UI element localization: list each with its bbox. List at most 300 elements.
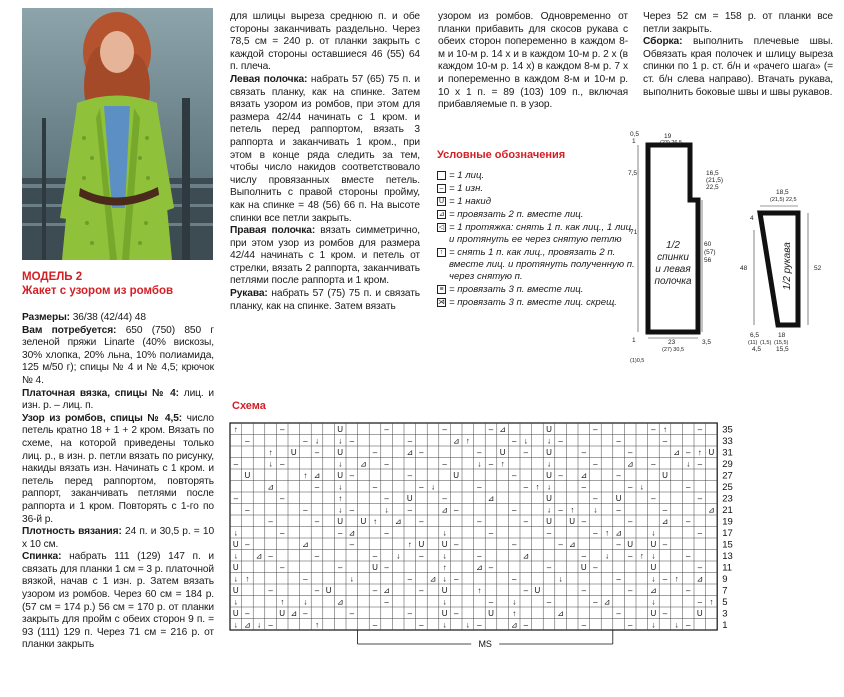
chart-stitch-symbol: – <box>407 505 413 515</box>
chart-stitch-symbol: – <box>279 563 285 572</box>
chart-stitch-symbol: U <box>360 517 367 526</box>
chart-stitch-symbol: – <box>268 517 273 526</box>
dim-top-0-5: 0,5 <box>630 131 640 138</box>
chart-stitch-symbol: ⊿ <box>452 436 460 446</box>
chart-stitch-symbol: ↓ <box>233 528 238 538</box>
chart-stitch-symbol: U <box>337 517 344 526</box>
sleeve-continued: узором из ромбов. Одновременно от планки прибавить для скосов рукава с обеих сторон попеременно в каждом 8-м и 10-м р. 14 х и в каждом 10-м р. 2 х (в каждом 10-м р. 14 х) в каждом 8-м р. 7 х и попеременно в каждом 8-м и 10-м р. 10 х 1 п. = 89 (103) 109 п., включая прибавляемые п. в узор. <box>438 11 628 111</box>
chart-stitch-symbol: ↓ <box>303 597 308 607</box>
chart-stitch-symbol: U <box>569 517 576 526</box>
chart-stitch-symbol: ↓ <box>233 620 238 630</box>
dim-sleeve-4: 4 <box>750 215 754 222</box>
chart-stitch-symbol: ↓ <box>651 551 656 561</box>
chart-stitch-symbol: – <box>407 609 413 618</box>
chart-stitch-symbol: U <box>337 471 344 480</box>
chart-stitch-symbol: – <box>268 551 273 561</box>
chart-stitch-symbol: ⊿ <box>267 482 274 492</box>
chart-stitch-symbol: – <box>233 459 239 469</box>
chart-stitch-symbol: – <box>662 540 668 549</box>
chart-stitch-symbol: ⊿ <box>626 459 634 469</box>
legend-text: = 1 накид <box>449 196 492 207</box>
legend-symbol: ⊿ <box>438 211 445 218</box>
legend-symbol <box>437 171 446 180</box>
chart-row-number: 1 <box>722 620 728 631</box>
chart-stitch-symbol: – <box>488 528 494 538</box>
chart-stitch-symbol: ↓ <box>686 459 691 469</box>
chart-stitch-symbol: – <box>685 482 691 492</box>
chart-stitch-symbol: – <box>372 448 378 457</box>
chart-stitch-symbol: U <box>441 609 448 618</box>
chart-stitch-symbol: ↑ <box>709 597 714 607</box>
chart-stitch-symbol: ⊿ <box>348 528 356 538</box>
chart-stitch-symbol: – <box>268 620 273 630</box>
chart-row-number: 35 <box>722 424 733 436</box>
chart-stitch-symbol: U <box>546 448 552 457</box>
chart-stitch-symbol: U <box>546 494 552 503</box>
chart-stitch-symbol: – <box>279 425 285 434</box>
chart-stitch-symbol: U <box>372 563 378 572</box>
chart-stitch-symbol: ↓ <box>233 597 238 607</box>
chart-stitch-symbol: – <box>477 482 482 492</box>
dim-shoulder-alt: (23) 26,5 <box>660 140 683 146</box>
instructions-column-1 <box>22 312 214 652</box>
chart-stitch-symbol: U <box>406 494 413 503</box>
dim-sleeve-48: 48 <box>740 265 748 272</box>
chart-stitch-symbol: ↓ <box>442 551 447 561</box>
legend-symbol: ≡ <box>437 285 446 294</box>
chart-stitch-symbol: – <box>685 586 691 595</box>
chart-stitch-symbol: ⊿ <box>302 540 309 549</box>
chart-stitch-symbol: – <box>488 425 494 434</box>
chart-stitch-symbol: ↓ <box>477 459 482 469</box>
chart-stitch-symbol: U <box>418 540 425 549</box>
chart-stitch-symbol: U <box>546 517 552 526</box>
chart-stitch-symbol: U <box>337 425 344 434</box>
chart-stitch-symbol: ↓ <box>384 505 389 515</box>
chart-stitch-symbol: ↓ <box>547 459 551 469</box>
chart-stitch-symbol: ↓ <box>338 459 343 469</box>
dim-armhole-alt: (21,5) <box>706 177 723 184</box>
chart-stitch-symbol: ⊿ <box>394 517 402 526</box>
chart-stitch-symbol: U <box>696 609 703 618</box>
chart-stitch-symbol: ↑ <box>570 505 575 515</box>
chart-stitch-symbol: – <box>523 482 529 492</box>
body-label-4: полочка <box>654 276 692 287</box>
chart-stitch-symbol: – <box>372 586 378 595</box>
chart-stitch-symbol: – <box>685 517 691 526</box>
left-front-label: Левая полочка: <box>230 73 308 85</box>
dim-sleeve-top-alt: (21,5) 22,5 <box>770 197 797 203</box>
chart-stitch-symbol: ↓ <box>651 574 656 584</box>
chart-stitch-symbol: – <box>407 436 413 446</box>
chart-stitch-symbol: – <box>627 551 633 561</box>
chart-stitch-symbol: – <box>477 448 482 457</box>
chart-stitch-symbol: U <box>615 494 622 503</box>
dim-width-alt: (27) 30,5 <box>662 347 685 353</box>
chart-stitch-symbol: – <box>627 517 633 526</box>
chart-stitch-symbol: – <box>453 540 459 549</box>
chart-stitch-symbol: ↑ <box>512 609 517 618</box>
chart-stitch-symbol: – <box>453 505 459 515</box>
chart-stitch-symbol: – <box>511 505 517 515</box>
chart-stitch-symbol: – <box>593 459 598 469</box>
legend-text: = провязать 3 п. вместе лиц. скрещ. <box>449 297 617 308</box>
chart-stitch-symbol: – <box>523 620 529 630</box>
chart-stitch-symbol: – <box>627 586 633 595</box>
legend-symbol: ◁ <box>438 224 445 231</box>
chart-stitch-symbol: ⊿ <box>696 574 704 584</box>
chart-stitch-symbol: – <box>279 528 285 538</box>
chart-stitch-symbol: U <box>244 471 251 480</box>
sleeve-text: набрать 57 (75) 75 п. и связать планку, как на спинке. Затем вязать <box>230 288 421 312</box>
chart-stitch-symbol: – <box>662 609 668 618</box>
sizes-text: 36/38 (42/44) 48 <box>72 312 146 323</box>
instructions-column-4 <box>643 11 833 99</box>
chart-stitch-symbol: U <box>325 586 332 595</box>
chart-stitch-symbol: ⊿ <box>441 505 448 515</box>
dim-bottom-alt: (1)0,5 <box>630 358 645 364</box>
chart-stitch-symbol: – <box>314 482 320 492</box>
chart-stitch-symbol: U <box>546 425 552 434</box>
knitting-chart <box>228 420 738 680</box>
legend-item <box>437 209 637 221</box>
chart-stitch-symbol: – <box>616 471 621 480</box>
chart-stitch-symbol: – <box>245 436 250 446</box>
chart-row-number: 15 <box>722 539 733 551</box>
legend-text: = провязать 2 п. вместе лиц. <box>449 209 584 220</box>
legend-symbol: ⋊ <box>438 299 445 306</box>
chart-stitch-symbol: ↑ <box>605 528 609 538</box>
chart-stitch-symbol: ⊿ <box>313 471 321 480</box>
sizes-label: Размеры: <box>22 312 70 323</box>
right-front-label: Правая полочка: <box>230 225 316 237</box>
chart-stitch-symbol: U <box>708 448 715 457</box>
legend-text: = снять 1 п. как лиц., провязать 2 п. вместе лиц. и протянуть полученную п. через снятую п. <box>449 247 635 282</box>
chart-row-number: 33 <box>722 436 733 447</box>
dim-sleeve-bottom: 18 <box>778 332 786 339</box>
density-text: 24 п. и 30,5 р. = 10 х 10 см. <box>22 526 215 550</box>
chart-stitch-symbol: – <box>593 425 598 434</box>
chart-stitch-symbol: – <box>558 471 563 480</box>
chart-stitch-symbol: ↑ <box>338 494 343 503</box>
legend-symbol: U <box>438 198 445 205</box>
chart-stitch-symbol: – <box>349 436 355 446</box>
chart-stitch-symbol: ↑ <box>268 448 273 457</box>
chart-row-number: 9 <box>722 574 728 585</box>
chart-stitch-symbol: ↑ <box>663 425 667 434</box>
right-front-text: вязать симметрично, при этом узор из ромбов для размера 42/44 начинать с 1 кром. и петель от стрелки, вязать 2 раппорта, заканчивать петлями после раппорта и 1 кром. <box>230 225 420 287</box>
density-label: Плотность вязания: <box>22 526 122 538</box>
chart-stitch-symbol: – <box>593 563 598 572</box>
garter-text: лиц. и изн. р. – лиц. п. <box>22 387 214 412</box>
chart-stitch-symbol: ↑ <box>245 574 250 584</box>
chart-stitch-symbol: ↓ <box>651 528 656 538</box>
chart-stitch-symbol: ↓ <box>674 620 679 630</box>
sleeve-label: 1/2 рукава <box>782 242 793 290</box>
chart-stitch-symbol: – <box>245 505 250 515</box>
chart-row-number: 27 <box>722 470 733 482</box>
chart-stitch-symbol: – <box>384 528 389 538</box>
chart-stitch-symbol: U <box>441 586 448 595</box>
chart-stitch-symbol: ↓ <box>442 574 447 584</box>
chart-stitch-symbol: – <box>581 482 587 492</box>
chart-stitch-symbol: ↓ <box>465 620 470 630</box>
assembly-text: выполнить плечевые швы. Обвязать края полочек и шлицу выреза спинки по 1 р. ст. б/н и «рачего шага» (= ст. б/н слева направо). Втачать рукава, выполнить боковые швы и швы рукавов. <box>643 36 833 98</box>
chart-stitch-symbol: ↑ <box>697 448 702 457</box>
chart-stitch-symbol: ⊿ <box>244 620 251 630</box>
chart-stitch-symbol: ↓ <box>651 597 656 607</box>
chart-stitch-symbol: ↓ <box>651 620 656 630</box>
chart-stitch-symbol: ↓ <box>547 482 551 492</box>
assembly-label: Сборка: <box>643 36 683 48</box>
chart-stitch-symbol: – <box>314 551 320 561</box>
chart-stitch-symbol: – <box>651 494 656 503</box>
chart-stitch-symbol: – <box>477 620 482 630</box>
chart-stitch-symbol: – <box>337 563 343 572</box>
chart-stitch-symbol: – <box>511 540 517 549</box>
chart-stitch-symbol: ↓ <box>349 574 354 584</box>
legend-symbol: ↑ <box>437 248 446 257</box>
chart-stitch-symbol: U <box>279 609 286 618</box>
chart-stitch-symbol: – <box>419 448 424 457</box>
chart-stitch-symbol: U <box>534 586 541 595</box>
chart-row-number: 21 <box>722 505 733 516</box>
chart-stitch-symbol: ⊿ <box>429 574 437 584</box>
legend-item <box>437 297 637 309</box>
chart-stitch-symbol: – <box>697 597 703 607</box>
chart-stitch-symbol: ↓ <box>442 620 447 630</box>
chart-stitch-symbol: – <box>546 563 552 572</box>
chart-stitch-symbol: – <box>477 517 482 526</box>
chart-row-number: 29 <box>722 459 733 470</box>
chart-row-number: 11 <box>722 562 733 574</box>
chart-stitch-symbol: ⊿ <box>673 448 680 457</box>
chart-stitch-symbol: ⊿ <box>476 563 483 572</box>
chart-stitch-symbol: – <box>697 459 703 469</box>
chart-stitch-symbol: – <box>523 448 529 457</box>
chart-stitch-symbol: – <box>453 609 459 618</box>
dim-sleeve-6-5: 6,5 <box>750 332 760 339</box>
chart-row-number: 23 <box>722 493 733 505</box>
pattern-label: Узор из ромбов, спицы № 4,5: <box>22 412 183 424</box>
chart-stitch-symbol: ↓ <box>442 528 447 538</box>
chart-stitch-symbol: ⊿ <box>255 551 263 561</box>
chart-stitch-symbol: ↑ <box>407 540 412 549</box>
chart-stitch-symbol: ↑ <box>639 551 644 561</box>
chart-stitch-symbol: – <box>511 471 517 480</box>
chart-stitch-symbol: – <box>384 425 389 434</box>
chart-stitch-symbol: – <box>511 574 517 584</box>
chart-row-number: 7 <box>722 585 728 597</box>
legend-item <box>437 196 637 208</box>
dim-shoulder: 19 <box>664 133 672 140</box>
chart-stitch-symbol: – <box>581 517 587 526</box>
chart-stitch-symbol: ↓ <box>547 505 551 515</box>
chart-row-number: 31 <box>722 447 733 459</box>
chart-stitch-symbol: – <box>407 471 413 480</box>
chart-stitch-symbol: – <box>627 448 633 457</box>
chart-stitch-symbol: ↑ <box>477 586 482 595</box>
chart-stitch-symbol: U <box>499 448 506 457</box>
instructions-column-2 <box>230 11 420 313</box>
chart-row-number: 19 <box>722 516 733 528</box>
chart-stitch-symbol: – <box>616 574 621 584</box>
chart-stitch-symbol: ↑ <box>500 459 505 469</box>
chart-stitch-symbol: – <box>419 517 424 526</box>
chart-stitch-symbol: – <box>662 436 668 446</box>
chart-stitch-symbol: ↓ <box>558 574 563 584</box>
chart-stitch-symbol: ↑ <box>315 620 319 630</box>
model-photo-image <box>22 8 213 260</box>
legend-item <box>437 183 637 195</box>
model-photo <box>22 8 213 260</box>
chart-stitch-symbol: ↑ <box>465 436 470 446</box>
garter-label: Платочная вязка, спицы № 4: <box>22 387 179 399</box>
chart-stitch-symbol: ↓ <box>605 551 609 561</box>
chart-stitch-symbol: – <box>558 436 563 446</box>
chart-row-number: 13 <box>722 551 733 562</box>
chart-stitch-symbol: – <box>349 609 355 618</box>
chart-stitch-symbol: – <box>407 574 413 584</box>
chart-stitch-symbol: U <box>662 471 668 480</box>
chart-stitch-symbol: – <box>442 425 447 434</box>
chart-stitch-symbol: ↓ <box>233 551 238 561</box>
chart-stitch-symbol: – <box>616 436 621 446</box>
chart-stitch-symbol: – <box>488 459 494 469</box>
chart-stitch-symbol: – <box>419 551 424 561</box>
chart-stitch-symbol: – <box>488 563 494 572</box>
dim-neck: 7,5 <box>628 170 638 177</box>
chart-stitch-symbol: ⊿ <box>568 540 576 549</box>
chart-stitch-symbol: – <box>384 563 389 572</box>
chart-stitch-symbol: – <box>546 597 552 607</box>
chart-stitch-symbol: U <box>232 609 239 618</box>
chart-stitch-symbol: ↓ <box>257 620 261 630</box>
chart-stitch-symbol: – <box>419 620 424 630</box>
chart-stitch-symbol: – <box>558 505 563 515</box>
chart-stitch-symbol: U <box>453 471 460 480</box>
chart-stitch-symbol: ↑ <box>233 425 238 434</box>
dim-top-1: 1 <box>632 138 636 145</box>
chart-stitch-symbol: U <box>627 540 634 549</box>
sleeve-label: Рукава: <box>230 288 268 300</box>
chart-stitch-symbol: – <box>616 540 621 549</box>
legend-item <box>437 170 637 182</box>
pattern-schematic <box>630 130 844 375</box>
chart-stitch-symbol: – <box>593 528 598 538</box>
legend-text: = провязать 3 п. вместе лиц. <box>449 284 584 295</box>
chart-stitch-symbol: – <box>685 551 691 561</box>
dim-sleeve-alt2: (1,5) <box>760 340 772 346</box>
legend-text: = 1 лиц. <box>449 170 485 181</box>
chart-stitch-symbol: – <box>372 482 378 492</box>
chart-stitch-symbol: ⊿ <box>615 528 622 538</box>
legend-text: = 1 протяжка: снять 1 п. как лиц., 1 лиц. и протянуть ее через снятую петлю <box>449 222 634 245</box>
materials-label: Вам потребуется: <box>22 324 117 336</box>
chart-stitch-symbol: ⊿ <box>383 586 390 595</box>
chart-stitch-symbol: ↑ <box>442 563 447 572</box>
chart-stitch-symbol: ⊿ <box>580 471 588 480</box>
sleeve-piece <box>760 213 798 325</box>
dim-armhole: 16,5 <box>706 170 719 177</box>
chart-stitch-symbol: ↓ <box>338 482 343 492</box>
chart-stitch-symbol: – <box>523 517 529 526</box>
chart-stitch-symbol: – <box>303 505 308 515</box>
chart-stitch-symbol: U <box>337 448 344 457</box>
dim-sleeve-alt1: (11) <box>748 340 758 346</box>
dim-sleeve-bottom-15: 15,5 <box>776 346 789 353</box>
chart-stitch-symbol: – <box>419 586 424 595</box>
chart-stitch-symbol: ↑ <box>280 597 285 607</box>
instructions-column-3 <box>438 11 628 112</box>
chart-row-number: 3 <box>722 608 728 620</box>
chart-stitch-symbol: – <box>593 597 598 607</box>
body-label-2: спинки <box>657 252 689 263</box>
chart-stitch-symbol: ↓ <box>593 505 598 515</box>
chart-stitch-symbol: – <box>245 609 250 618</box>
chart-stitch-symbol: ⊿ <box>499 425 506 434</box>
chart-stitch-symbol: – <box>268 586 273 595</box>
legend-item <box>437 222 637 246</box>
chart-stitch-symbol: ↓ <box>431 482 435 492</box>
chart-stitch-symbol: ↓ <box>396 551 401 561</box>
chart-stitch-symbol: – <box>233 494 239 503</box>
chart-stitch-symbol: ⊿ <box>661 517 669 526</box>
chart-stitch-symbol: – <box>442 459 447 469</box>
dim-height-60: 60 <box>704 241 712 248</box>
schema-title: Схема <box>232 400 266 412</box>
chart-stitch-symbol: – <box>314 448 320 457</box>
legend-item <box>437 284 637 296</box>
chart-stitch-symbol: – <box>337 528 343 538</box>
chart-stitch-symbol: U <box>232 540 239 549</box>
chart-stitch-symbol: ↓ <box>268 459 273 469</box>
chart-stitch-symbol: U <box>650 609 657 618</box>
chart-stitch-symbol: – <box>558 540 563 549</box>
chart-stitch-symbol: ↓ <box>233 574 238 584</box>
chart-stitch-symbol: – <box>453 574 459 584</box>
model-name: Жакет с узором из ромбов <box>22 285 174 297</box>
legend-text: = 1 изн. <box>449 183 484 194</box>
chart-stitch-symbol: ⊿ <box>406 448 414 457</box>
chart-stitch-symbol: ⊿ <box>557 609 564 618</box>
chart-stitch-symbol: U <box>232 586 239 595</box>
chart-stitch-symbol: ⊿ <box>708 505 715 515</box>
chart-row-number: 25 <box>722 482 733 493</box>
dim-sleeve-bottom-alt: (15,5) <box>774 340 789 346</box>
chart-stitch-symbol: U <box>232 563 239 572</box>
sleeve-end: Через 52 см = 158 р. от планки все петли закрыть. <box>643 11 833 35</box>
body-piece <box>648 145 698 332</box>
chart-stitch-symbol: – <box>685 448 691 457</box>
chart-stitch-symbol: – <box>303 574 308 584</box>
chart-stitch-symbol: – <box>372 551 378 561</box>
chart-stitch-symbol: – <box>651 459 656 469</box>
chart-stitch-symbol: – <box>314 517 320 526</box>
back-continued: для шлицы выреза среднюю п. и обе стороны заканчивать раздельно. Через 78,5 см = 240 р. от планки закрыть с каждой стороны оставшиеся 46 (55) 64 п. плеча. <box>230 11 420 73</box>
legend-title: Условные обозначения <box>437 149 566 161</box>
chart-stitch-symbol: ↓ <box>523 436 528 446</box>
back-text: набрать 111 (129) 147 п. и связать для планки 1 см = 3 р. платочной вязкой, начав с 1 изн. р. Затем вязать узором из ромбов. Через 60 см = 184 р. (57 см = 174 р.) 56 см = 170 р. от планки закрыть для пройм с обеих сторон 9 п. = 93 (111) 129 п. Через 71 см = 216 р. от планки закрыть <box>22 551 215 651</box>
dim-bottom-1: 1 <box>632 337 636 344</box>
chart-stitch-symbol: ⊿ <box>487 494 495 503</box>
model-number: МОДЕЛЬ 2 <box>22 271 83 283</box>
chart-stitch-symbol: – <box>349 540 355 549</box>
chart-stitch-symbol: – <box>349 505 355 515</box>
pattern-text: число петель кратно 18 + 1 + 2 кром. Вязать по схеме, на которой приведены только лиц. р., в изн. р. петли вязать по рисунку, накиды вязать изн. Начинать с 1 кром. и петель перед раппортом, повторять раппорт, заканчивать петлями после раппорта и 1 кром. Повторять с 1-го по 36-й р. <box>22 412 214 525</box>
materials-text: 650 (750) 850 г зеленой пряжи Linarte (40% вискозы, 30% хлопка, 20% льна, 10% полиамида, 125 м/50 г); спицы № 4 и № 4,5; крючок № 4. <box>22 324 214 386</box>
chart-stitch-symbol: – <box>349 471 355 480</box>
